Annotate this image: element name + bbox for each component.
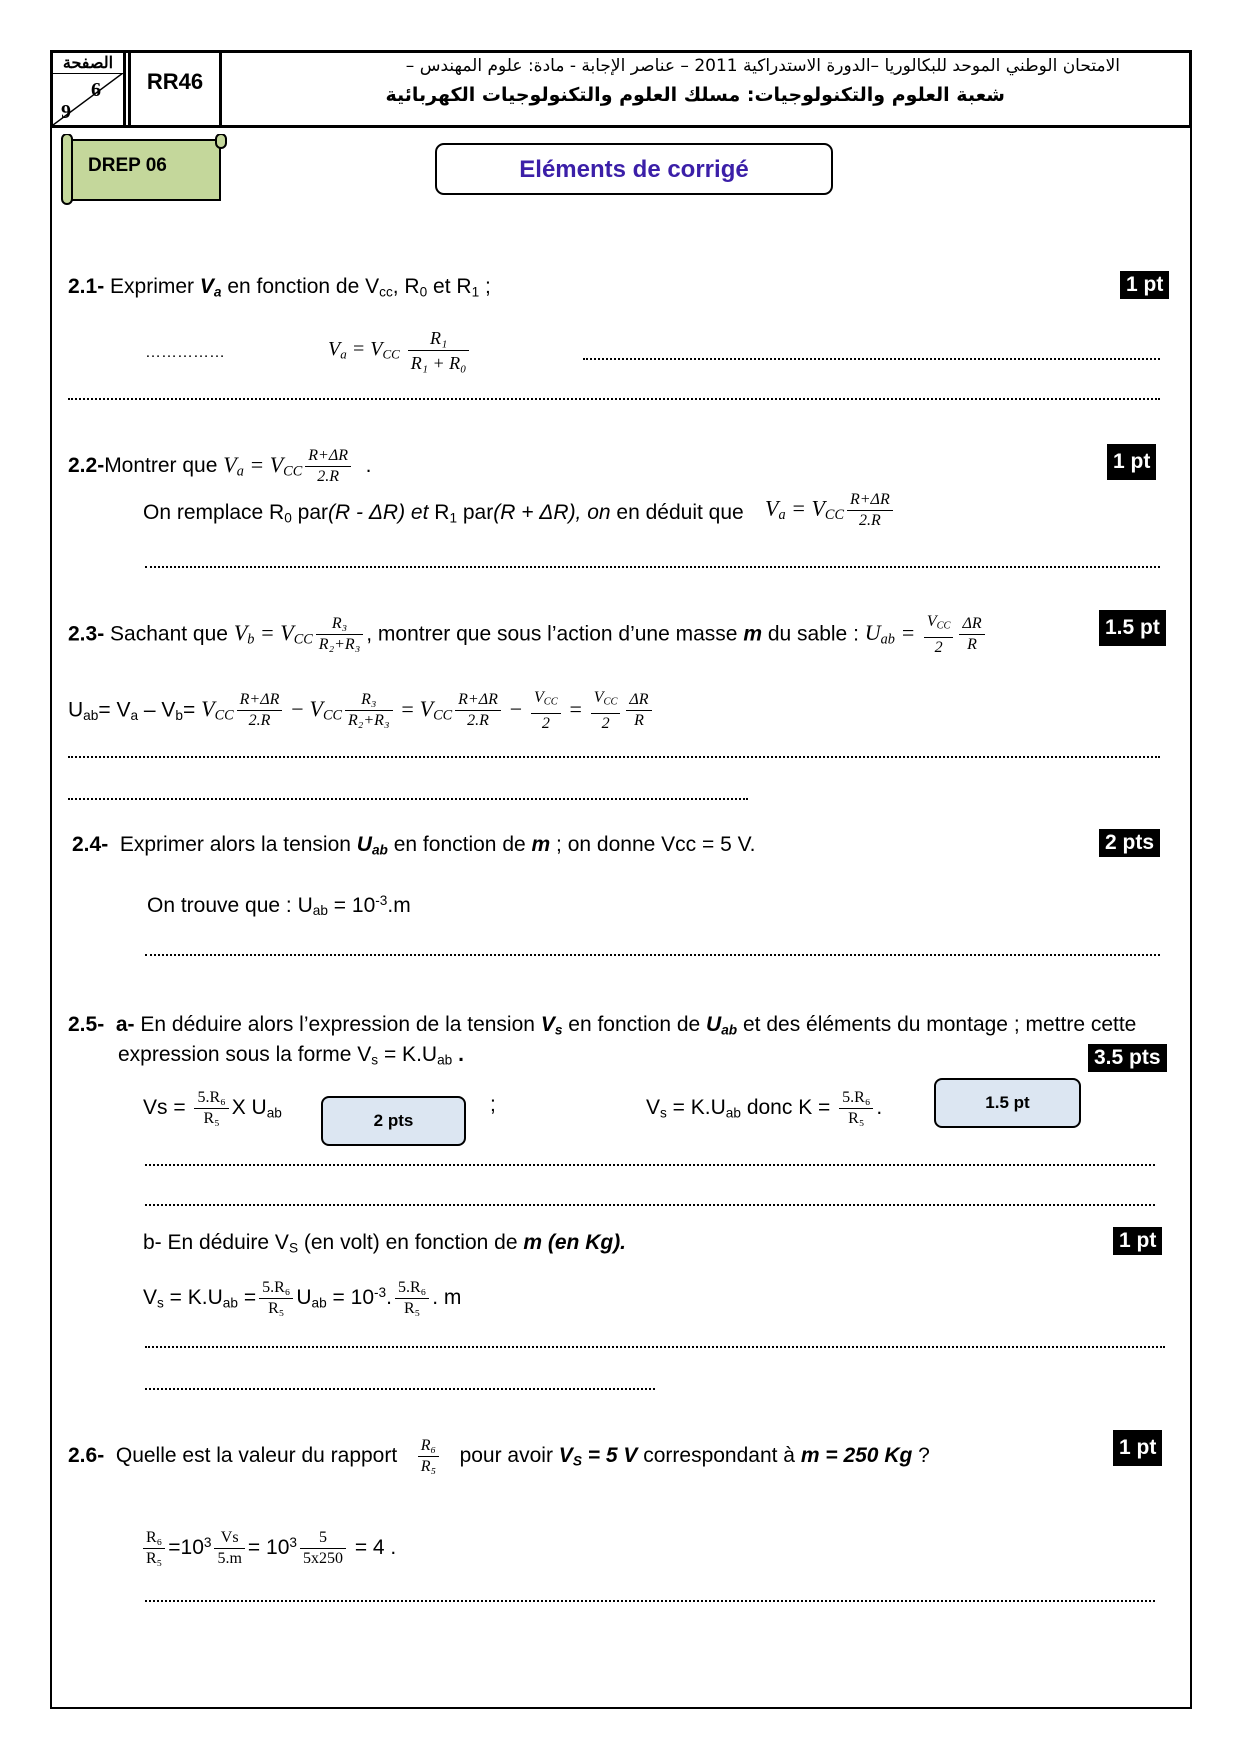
- q23-t2-den: R₂+R₃: [348, 712, 390, 730]
- q25-vs-sub: s: [554, 1022, 563, 1038]
- q22-ans-eq-num: R+ΔR: [847, 490, 893, 511]
- q26-m: m = 250 Kg: [800, 1444, 913, 1468]
- header-line2: شعبة العلوم والتكنولوجيات: مسلك العلوم والتكنولوجيات الكهربائية: [385, 84, 1005, 106]
- q22-eq-den: 2.R: [317, 468, 339, 485]
- q23-u2-num: ΔR: [959, 614, 984, 635]
- q21-text4: et R: [427, 275, 472, 298]
- q25-bans-sub2: ab: [222, 1295, 238, 1311]
- q22-ans-c: (R - ΔR): [328, 501, 406, 524]
- q25-bans-den: R₅: [268, 1300, 285, 1317]
- q24-ans-b: = 10: [327, 893, 376, 917]
- q25-ans2-sub: s: [660, 1105, 667, 1121]
- q25-line2b: = K.U: [378, 1043, 438, 1066]
- q21-ans-den: R₁ + R₀: [410, 353, 467, 373]
- q25b-answer: [143, 1278, 461, 1319]
- q21-ans-eq: = V: [346, 338, 383, 361]
- q24-text: Exprimer alors la tension: [119, 833, 351, 856]
- q25-answer2: [646, 1088, 882, 1129]
- q24-ans-sub: ab: [312, 903, 328, 919]
- q25-bans-g: . m: [432, 1286, 462, 1310]
- q22-ans-eq-cc: CC: [824, 507, 844, 524]
- q25-ans2-den: R₅: [848, 1110, 865, 1127]
- q25b-statement: [143, 1230, 626, 1261]
- q23-text: Sachant que: [110, 622, 228, 646]
- q22-ans-b: par: [291, 501, 328, 524]
- q24-statement: [72, 832, 756, 863]
- q23-m: m: [743, 622, 762, 646]
- code-box: [128, 53, 222, 125]
- q22-points: 1 pt: [1107, 444, 1156, 480]
- q21-text5: ;: [479, 275, 491, 298]
- q25-text3: et des éléments du montage ; mettre cette: [742, 1013, 1137, 1036]
- q23-vb-mid: = V: [254, 620, 294, 646]
- q22-ans-g: (R + ΔR), on: [493, 501, 611, 524]
- q25-a: a-: [115, 1013, 135, 1036]
- q26-vs: V: [558, 1444, 573, 1468]
- q23-vb-cc: CC: [293, 631, 313, 648]
- q21-text: Exprimer: [110, 275, 195, 298]
- q22-ans-f: par: [457, 501, 494, 524]
- q26-text: Quelle est la valeur du rapport: [115, 1444, 398, 1468]
- page-label: الصفحة: [53, 53, 123, 74]
- q23-uab: U: [864, 620, 881, 646]
- drep-tag: DREP 06: [88, 155, 167, 176]
- q22-eq-num: R+ΔR: [305, 446, 351, 467]
- q25-points-box-2: 1.5 pt: [934, 1078, 1081, 1128]
- q21-points: 1 pt: [1120, 271, 1169, 299]
- q26-dotline: [145, 1600, 1155, 1602]
- q22-dotline: [145, 566, 1160, 568]
- q25-line2-sub: s: [371, 1052, 379, 1068]
- q23-points: 1.5 pt: [1099, 610, 1166, 646]
- q24-u-sub: ab: [371, 842, 388, 858]
- q22-text: Montrer que: [104, 454, 218, 478]
- q23-dotline-1: [68, 756, 1160, 758]
- q25-bans-b: = K.U: [163, 1286, 223, 1310]
- q25-points: 3.5 pts: [1088, 1044, 1167, 1072]
- q24-ans-sup: -3: [375, 893, 388, 908]
- q26-ans-den3: 5x250: [302, 1550, 343, 1567]
- q24-num: 2.4-: [72, 833, 109, 856]
- q26-ans-num: R₆: [143, 1528, 165, 1549]
- q25-u: U: [706, 1013, 722, 1036]
- q23-t5-num: V: [593, 689, 604, 706]
- page-total: 9: [61, 101, 71, 123]
- q22-ans-e: R: [434, 501, 450, 524]
- q23-ans-a-sub: a: [130, 707, 139, 723]
- q21-statement: [68, 274, 491, 305]
- q25-bans-num2: 5.R₆: [395, 1278, 429, 1299]
- q21-dotline-2: [68, 398, 1160, 400]
- q25-bans-sup: -3: [374, 1285, 387, 1301]
- q21-ans-num: R₁: [408, 326, 470, 351]
- q21-ans-cc: CC: [382, 346, 400, 362]
- q23-ans-c: =: [183, 698, 202, 722]
- q23-vb: V: [233, 620, 248, 646]
- header-line1: الامتحان الوطني الموحد للبكالوريا –الدورة الاستدراكية 2011 – عناصر الإجابة - مادة: علوم المهندس –: [405, 56, 1120, 76]
- q24-m: m: [531, 833, 551, 856]
- q24-points: 2 pts: [1099, 829, 1160, 857]
- q24-ans-a: On trouve que : U: [147, 893, 313, 917]
- q22-statement: [68, 446, 372, 487]
- q25-line2c: .: [452, 1043, 464, 1066]
- q24-ans-c: .m: [387, 893, 411, 917]
- q23-u2-den: R: [967, 636, 977, 654]
- q25-b-sub: S: [288, 1240, 299, 1256]
- q26-r-den: R₅: [420, 1458, 437, 1475]
- q24-answer: [147, 888, 411, 924]
- q22-eq-lhs-sub: a: [236, 463, 244, 480]
- q22-eq-cc: CC: [283, 463, 303, 480]
- q25-ans2-c: donc K =: [740, 1096, 831, 1120]
- q26-ans-num2: Vs: [214, 1528, 244, 1549]
- q23-t6-num: ΔR: [626, 690, 651, 711]
- q21-var-sub: a: [213, 284, 222, 300]
- q25-ans2-num: 5.R₆: [839, 1088, 873, 1109]
- q22-answer: [143, 500, 744, 531]
- q26-ans-num3: 5: [300, 1528, 346, 1549]
- q23-text3: du sable :: [767, 622, 859, 646]
- q23-t2-num: R₃: [345, 690, 392, 711]
- q25b-dotline-1: [145, 1346, 1165, 1348]
- q25-num: 2.5-: [68, 1013, 105, 1036]
- q26-ans-den: R₅: [146, 1550, 163, 1567]
- q22-ans-r1: 1: [449, 510, 458, 526]
- q23-t3-num: R+ΔR: [455, 690, 501, 711]
- q26-text3: correspondant à: [643, 1444, 795, 1468]
- q25-u-sub: ab: [721, 1022, 738, 1038]
- q26-ans-sup: 3: [203, 1535, 212, 1551]
- q23-t1-num: R+ΔR: [237, 690, 283, 711]
- q25-vs: V: [540, 1013, 555, 1036]
- q25-bans-a: V: [143, 1286, 158, 1310]
- q23-vb-num: R₃: [316, 614, 363, 635]
- q25-ans1-sub: ab: [266, 1105, 282, 1121]
- q22-eq-lhs: V: [223, 452, 237, 478]
- q23-u-den: 2: [934, 638, 943, 656]
- q25-statement-line2: [118, 1042, 464, 1073]
- q22-ans-a: On remplace R: [143, 501, 285, 524]
- q25-b2: (en volt) en fonction de: [298, 1231, 524, 1254]
- q25-bans-sub3: ab: [311, 1295, 327, 1311]
- q25-ans2-b: = K.U: [666, 1096, 726, 1120]
- page-title: Eléments de corrigé: [519, 156, 749, 183]
- q22-eq-mid: = V: [243, 452, 284, 478]
- q25-answer1: [143, 1088, 282, 1129]
- q26-statement: [68, 1436, 930, 1477]
- q25-ans1-den: R₅: [203, 1110, 220, 1127]
- q26-ans-a: =10: [168, 1536, 204, 1560]
- q25-bans-num: 5.R₆: [259, 1278, 293, 1299]
- exam-code: RR46: [146, 69, 204, 94]
- q21-r1-sub: 1: [471, 284, 480, 300]
- q23-dotline-2: [68, 798, 748, 800]
- q26-text2: pour avoir: [459, 1444, 553, 1468]
- q25-line2-sub2: ab: [437, 1052, 453, 1068]
- q22-answer-eq: [765, 490, 896, 531]
- q21-r0-sub: 0: [419, 284, 428, 300]
- q21-text3: , R: [392, 275, 420, 298]
- q23-u-num-sub: CC: [936, 620, 951, 632]
- q26-points: 1 pt: [1113, 1430, 1162, 1466]
- q21-answer-dots: ……………: [145, 344, 225, 361]
- q21-answer: [328, 326, 472, 375]
- q23-t3-den: 2.R: [467, 712, 489, 730]
- q23-uab-sub: ab: [880, 631, 895, 648]
- q22-end: .: [365, 454, 372, 478]
- q25-bans-e: = 10: [326, 1286, 374, 1310]
- q21-text2: en fonction de V: [227, 275, 380, 298]
- q21-ans-lhs: V: [328, 338, 341, 361]
- q25b-points: 1 pt: [1113, 1227, 1162, 1255]
- q26-ans-sup2: 3: [289, 1535, 297, 1551]
- q25-statement: [68, 1012, 1136, 1043]
- q22-ans-d: et: [405, 501, 435, 524]
- q25-ans2-dot: .: [876, 1096, 883, 1120]
- q25-bans-den2: R₅: [403, 1300, 421, 1317]
- q21-var: V: [199, 275, 214, 298]
- q22-ans-eq-mid: = V: [785, 495, 825, 521]
- q23-u-num: V: [926, 613, 937, 630]
- q26-num: 2.6-: [68, 1444, 105, 1468]
- q23-t1-den: 2.R: [248, 712, 271, 730]
- q21-vcc-sub: cc: [379, 284, 393, 300]
- q22-ans-eq-lhs: V: [765, 495, 779, 521]
- q23-ans-b-sub: b: [175, 707, 184, 723]
- page-num: 6: [91, 79, 101, 101]
- q23-text2: , montrer que sous l’action d’une masse: [366, 622, 738, 646]
- q25-b: b- En déduire V: [143, 1231, 289, 1254]
- q23-vb-sub: b: [247, 631, 255, 648]
- q21-dotline-1: [583, 358, 1160, 360]
- q26-vs-val: = 5 V: [581, 1444, 638, 1468]
- q25-dotline-2: [145, 1204, 1155, 1206]
- q25-dotline-1: [145, 1164, 1155, 1166]
- q23-t4-den: 2: [541, 714, 550, 732]
- q23-ans-start-sub: ab: [83, 707, 99, 723]
- q26-vs-sub: S: [572, 1453, 582, 1469]
- q26-ans-b: = 10: [247, 1536, 290, 1560]
- q25-ans2-sub2: ab: [725, 1105, 741, 1121]
- q23-t6-den: R: [634, 712, 644, 730]
- q23-t5-den: 2: [601, 714, 610, 732]
- q26-q: ?: [918, 1444, 930, 1468]
- q24-dotline: [145, 954, 1160, 956]
- q23-answer: $U_{ab}= V_a - V_b= V_{CC}$ $\frac{R+\Delta R}{2.R}$ − $V_{CC}$ $\frac{\text{R₃}}{\text{R₂+R₃}}$ = $V_{CC}$ $\frac{R+\Delta R}{2.R}$ − $\frac{V_{CC}}{2}$ = $\frac{V_{CC}}{2}$ $\frac{\Delta R}{R}$: [68, 688, 655, 734]
- q22-num: 2.2-: [68, 454, 105, 478]
- q23-t4-num: V: [533, 689, 544, 706]
- q25-b3: m (en Kg).: [523, 1231, 627, 1254]
- q23-ans-b: – V: [138, 698, 176, 722]
- q24-u: U: [356, 833, 372, 856]
- q23-uab-eq: =: [894, 620, 921, 646]
- q25-bans-c: =: [237, 1286, 257, 1310]
- q22-ans-eq-lhs-sub: a: [778, 507, 786, 524]
- q25-line2a: expression sous la forme V: [118, 1043, 372, 1066]
- q22-ans-r0: 0: [284, 510, 292, 526]
- page-number-box: [53, 53, 126, 125]
- q25-semicolon: ;: [490, 1093, 496, 1116]
- q25-bans-d: U: [296, 1286, 312, 1310]
- q24-text3: ; on donne Vcc = 5 V.: [556, 833, 756, 856]
- q23-ans-start: U: [68, 698, 84, 722]
- q26-ans-c: = 4 .: [348, 1536, 397, 1560]
- q25-ans1-b: X U: [231, 1096, 267, 1120]
- q21-num: 2.1-: [68, 275, 105, 298]
- q25-ans1-a: Vs =: [143, 1096, 186, 1120]
- q26-ans-den2: 5.m: [217, 1550, 242, 1567]
- q25-points-box-1: 2 pts: [321, 1096, 466, 1146]
- q25-text: En déduire alors l’expression de la tension: [140, 1013, 535, 1036]
- q26-r-num: R₆: [418, 1436, 439, 1457]
- q21-ans-lhs-sub: a: [340, 346, 347, 362]
- q23-vb-den: R₂+R₃: [318, 636, 361, 654]
- q25-ans2-a: V: [646, 1096, 661, 1120]
- q24-text2: en fonction de: [393, 833, 526, 856]
- q26-answer: [140, 1528, 396, 1569]
- q25b-dotline-2: [145, 1388, 655, 1390]
- q25-bans-sub: s: [157, 1295, 164, 1311]
- q22-ans-h: en déduit que: [610, 501, 744, 524]
- q23-num: 2.3-: [68, 622, 105, 646]
- q23-statement: [68, 612, 988, 658]
- q25-text2: en fonction de: [568, 1013, 701, 1036]
- q22-ans-eq-den: 2.R: [858, 512, 881, 529]
- q23-ans-a: = V: [98, 698, 131, 722]
- q25-bans-f: .: [386, 1286, 392, 1310]
- q25-ans1-num: 5.R₆: [194, 1088, 228, 1109]
